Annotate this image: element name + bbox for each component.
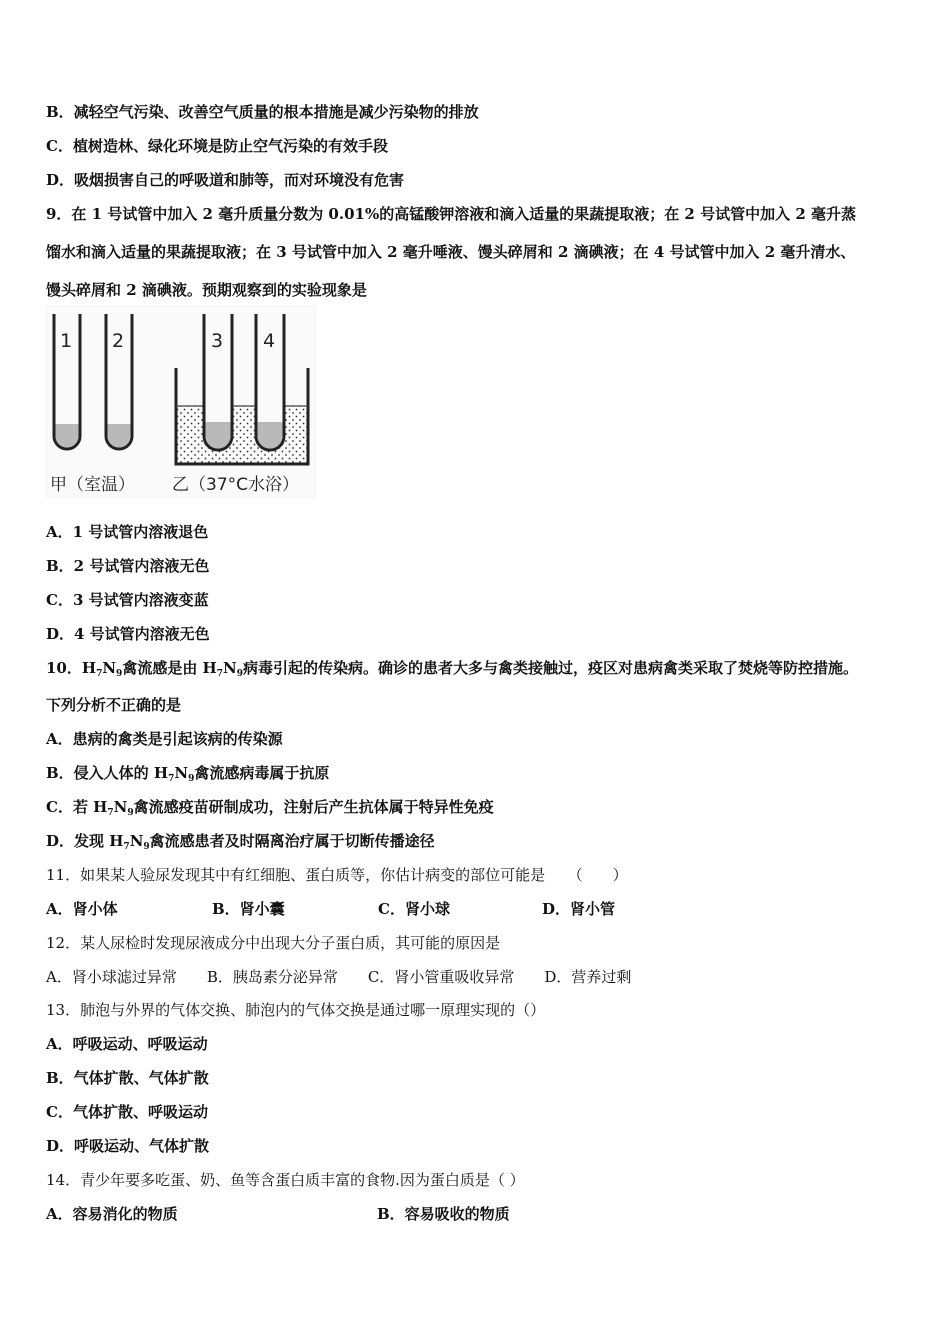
q13-option-a: A．呼吸运动、呼吸运动 — [46, 1035, 208, 1053]
tube-2-label: 2 — [112, 330, 125, 352]
q10-stem-line2: 下列分析不正确的是 — [46, 696, 182, 714]
q11-stem: 11．如果某人验尿发现其中有红细胞、蛋白质等，你估计病变的部位可能是 （ ） — [46, 866, 628, 884]
q9-option-c: C．3 号试管内溶液变蓝 — [46, 591, 209, 609]
q11-option-a: A．肾小体 — [46, 900, 118, 918]
q11-option-b: B．肾小囊 — [212, 900, 285, 918]
q9-stem-line3: 馒头碎屑和 2 滴碘液。预期观察到的实验现象是 — [46, 281, 367, 299]
q9-stem-line1: 9．在 1 号试管中加入 2 毫升质量分数为 0.01%的高锰酸钾溶液和滴入适量的果蔬提取液；在 2 号试管中加入 2 毫升蒸 — [46, 205, 856, 223]
q8-option-d: D．吸烟损害自己的呼吸道和肺等，而对环境没有危害 — [46, 171, 405, 189]
tube-4-label: 4 — [263, 330, 276, 352]
q8-option-b: B．减轻空气污染、改善空气质量的根本措施是减少污染物的排放 — [46, 103, 479, 121]
tube-3-label: 3 — [211, 330, 224, 352]
caption-water-bath: 乙（37°C水浴） — [172, 475, 300, 495]
tube-4 — [256, 314, 284, 450]
q14-option-a: A．容易消化的物质 — [46, 1205, 178, 1223]
q12-options: A．肾小球滤过异常 B．胰岛素分泌异常 C．肾小管重吸收异常 D．营养过剩 — [46, 968, 632, 986]
q13-option-d: D．呼吸运动、气体扩散 — [46, 1137, 210, 1155]
q10-stem-line1: 10．$H_7N_9$禽流感是由 $H_7N_9$病毒引起的传染病。确诊的患者大多与禽类接触过，疫区对患病禽类采取了焚烧等防控措施。 — [46, 659, 858, 679]
q10-option-d: D．发现 $H_7N_9$禽流感患者及时隔离治疗属于切断传播途径 — [46, 832, 435, 852]
q10-option-c: C．若 $H_7N_9$禽流感疫苗研制成功，注射后产生抗体属于特异性免疫 — [46, 798, 494, 818]
q14-stem: 14．青少年要多吃蛋、奶、鱼等含蛋白质丰富的食物.因为蛋白质是（ ） — [46, 1171, 525, 1189]
q9-option-d: D．4 号试管内溶液无色 — [46, 625, 210, 643]
q9-option-b: B．2 号试管内溶液无色 — [46, 557, 210, 575]
q8-option-c: C．植树造林、绿化环境是防止空气污染的有效手段 — [46, 137, 388, 155]
q10-option-a: A．患病的禽类是引起该病的传染源 — [46, 730, 283, 748]
test-tube-figure — [46, 306, 316, 498]
q13-stem: 13．肺泡与外界的气体交换、肺泡内的气体交换是通过哪一原理实现的（） — [46, 1001, 546, 1019]
q9-option-a: A．1 号试管内溶液退色 — [46, 523, 209, 541]
q11-option-c: C．肾小球 — [378, 900, 450, 918]
tube-1-label: 1 — [60, 330, 73, 352]
caption-room-temp: 甲（室温） — [50, 475, 135, 495]
q9-stem-line2: 馏水和滴入适量的果蔬提取液；在 3 号试管中加入 2 毫升唾液、馒头碎屑和 2 滴碘液；在 4 号试管中加入 2 毫升清水、 — [46, 243, 856, 261]
q11-option-d: D．肾小管 — [542, 900, 616, 918]
q13-option-c: C．气体扩散、呼吸运动 — [46, 1103, 208, 1121]
q12-stem: 12．某人尿检时发现尿液成分中出现大分子蛋白质，其可能的原因是 — [46, 934, 501, 952]
q13-option-b: B．气体扩散、气体扩散 — [46, 1069, 209, 1087]
q10-option-b: B．侵入人体的 $H_7N_9$禽流感病毒属于抗原 — [46, 764, 330, 784]
tube-3 — [204, 314, 232, 450]
q14-option-b: B．容易吸收的物质 — [377, 1205, 510, 1223]
